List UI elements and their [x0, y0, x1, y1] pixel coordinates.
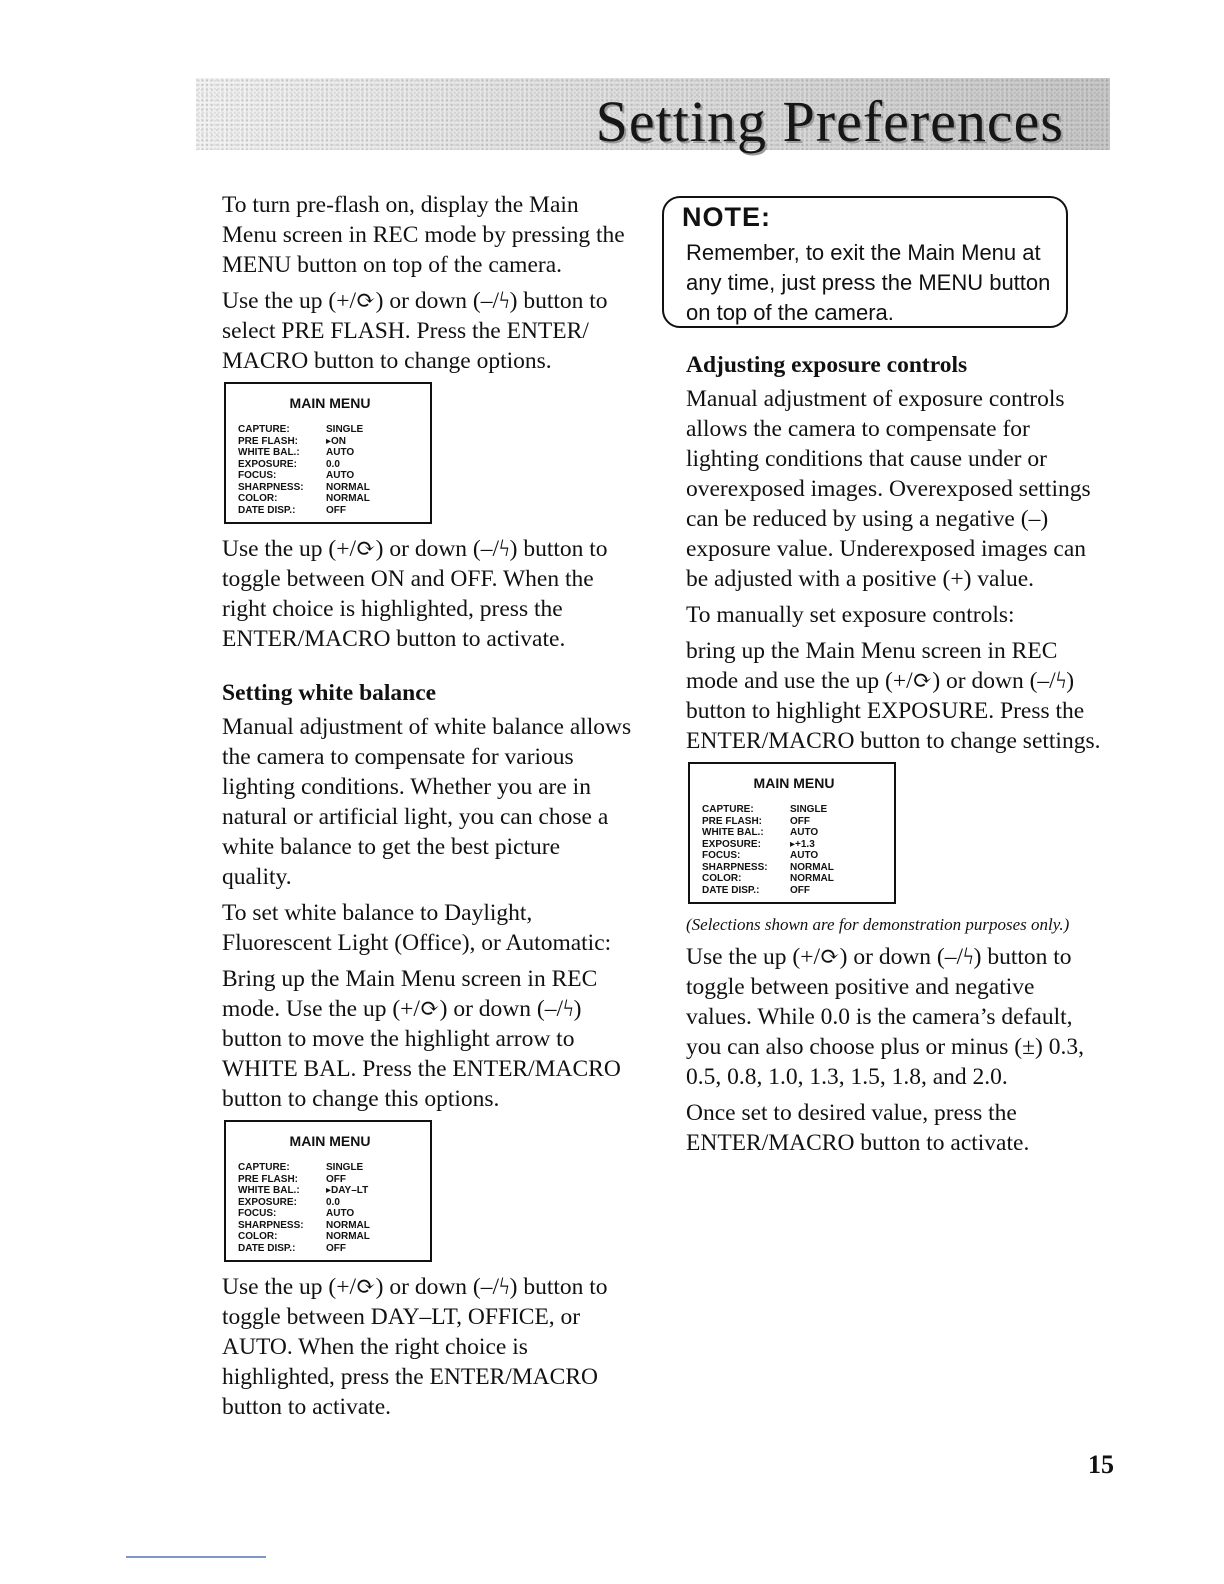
page-number: 15: [1088, 1450, 1114, 1479]
paragraph: Manual adjustment of exposure controls allows the camera to compensate for lighting conditions that cause under or overexposed images. Overexposed settings can be reduced by using a negative (–) exposure value. Underexposed images can be adjusted with a positive (+) value.: [686, 386, 1091, 592]
menu-row: [238, 493, 422, 505]
menu-row: [238, 1208, 422, 1220]
menu-row: [238, 1197, 422, 1209]
menu-row: [238, 482, 422, 494]
menu-key: WHITE BAL.:: [238, 447, 300, 458]
paragraph: Bring up the Main Menu screen in REC mode. Use the up (+/⟳) or down (–/ϟ) button to move the highlight arrow to WHITE BAL. Press the ENTER/MACRO button to change this options.: [222, 966, 621, 1112]
menu-key: FOCUS:: [702, 850, 741, 861]
menu-key: CAPTURE:: [702, 804, 754, 815]
section-heading-exposure: Adjusting exposure controls: [686, 352, 968, 378]
menu-key: CAPTURE:: [238, 1162, 290, 1173]
menu-row: [702, 839, 886, 851]
menu-row: [238, 1220, 422, 1232]
menu-value: NORMAL: [790, 861, 834, 873]
menu-title: MAIN MENU: [753, 775, 835, 791]
menu-value: OFF: [326, 1173, 346, 1185]
menu-value: NORMAL: [326, 493, 370, 504]
menu-value: SINGLE: [326, 1162, 364, 1173]
footer-rule: [126, 1556, 266, 1558]
menu-key: WHITE BAL.:: [238, 1185, 300, 1196]
menu-key: EXPOSURE:: [238, 1196, 297, 1208]
menu-value: OFF: [790, 815, 810, 827]
menu-value: ▸DAY–LT: [326, 1185, 369, 1196]
paragraph: To turn pre-flash on, display the Main Menu screen in REC mode by pressing the MENU button on top of the camera.: [222, 192, 625, 278]
menu-value: OFF: [790, 884, 810, 896]
menu-row: [702, 850, 886, 862]
menu-row: [238, 459, 422, 471]
paragraph: Use the up (+/⟳) or down (–/ϟ) button to toggle between DAY–LT, OFFICE, or AUTO. When the right choice is highlighted, press the ENTER/MACRO button to activate.: [222, 1274, 608, 1420]
note-box: [662, 196, 1068, 328]
menu-title: MAIN MENU: [289, 1133, 371, 1149]
main-menu-box-exposure: [688, 762, 896, 904]
paragraph: Use the up (+/⟳) or down (–/ϟ) button to toggle between ON and OFF. When the right choice is highlighted, press the ENTER/MACRO button to activate.: [222, 536, 608, 652]
menu-key: CAPTURE:: [238, 424, 290, 435]
menu-key: DATE DISP.:: [238, 504, 296, 516]
menu-value: AUTO: [326, 1208, 355, 1219]
menu-row: [238, 436, 422, 448]
paragraph: Once set to desired value, press the ENTER/MACRO button to activate.: [686, 1100, 1030, 1156]
menu-value: NORMAL: [790, 873, 834, 884]
paragraph: bring up the Main Menu screen in REC mode and use the up (+/⟳) or down (–/ϟ) button to highlight EXPOSURE. Press the ENTER/MACRO button to change settings.: [686, 638, 1101, 754]
menu-value: AUTO: [326, 447, 355, 458]
menu-value: NORMAL: [326, 1219, 370, 1231]
paragraph: Use the up (+/⟳) or down (–/ϟ) button to select PRE FLASH. Press the ENTER/ MACRO button to change options.: [222, 288, 608, 374]
menu-row: [238, 447, 422, 459]
menu-key: WHITE BAL.:: [702, 827, 764, 838]
paragraph: To manually set exposure controls:: [686, 602, 1015, 628]
menu-row: [238, 1243, 422, 1255]
menu-key: SHARPNESS:: [238, 1219, 304, 1231]
menu-value: AUTO: [326, 470, 355, 481]
main-menu-box-white-balance: [224, 1120, 432, 1262]
menu-value: 0.0: [326, 1196, 340, 1208]
menu-row: [238, 1162, 422, 1174]
menu-key: EXPOSURE:: [702, 838, 761, 850]
menu-row: [702, 862, 886, 874]
menu-key: COLOR:: [238, 493, 278, 504]
menu-key: EXPOSURE:: [238, 458, 297, 470]
menu-value: SINGLE: [326, 424, 364, 435]
menu-key: SHARPNESS:: [238, 481, 304, 493]
right-column: [686, 350, 1106, 1164]
menu-value: AUTO: [790, 827, 819, 838]
menu-key: FOCUS:: [238, 470, 277, 481]
menu-row: [702, 827, 886, 839]
header-band: [196, 78, 1110, 154]
menu-row: [702, 804, 886, 816]
menu-value: ▸ON: [326, 435, 347, 447]
menu-key: COLOR:: [238, 1231, 278, 1242]
menu-caption: (Selections shown are for demonstration purposes only.): [686, 915, 1070, 934]
menu-key: DATE DISP.:: [702, 884, 760, 896]
menu-key: SHARPNESS:: [702, 861, 768, 873]
menu-title: MAIN MENU: [289, 395, 371, 411]
menu-key: COLOR:: [702, 873, 742, 884]
menu-row: [238, 1174, 422, 1186]
menu-row: [702, 816, 886, 828]
page-title: Setting Preferences: [595, 89, 1064, 154]
menu-key: FOCUS:: [238, 1208, 277, 1219]
menu-row: [238, 505, 422, 517]
note-title: NOTE:: [682, 202, 771, 232]
menu-row: [238, 1185, 422, 1197]
main-menu-box-preflash: [224, 382, 432, 524]
menu-value: OFF: [326, 1242, 346, 1254]
menu-value: SINGLE: [790, 804, 828, 815]
menu-key: PRE FLASH:: [238, 435, 298, 447]
menu-value: NORMAL: [326, 1231, 370, 1242]
menu-key: PRE FLASH:: [238, 1173, 298, 1185]
left-column: [222, 190, 632, 1428]
note-text: Remember, to exit the Main Menu at any time, just press the MENU button on top of the camera.: [686, 240, 1051, 325]
menu-row: [238, 470, 422, 482]
menu-row: [238, 1231, 422, 1243]
paragraph: Manual adjustment of white balance allows the camera to compensate for various lighting conditions. Whether you are in natural or artificial light, you can chose a white balance to get the best picture quality.: [222, 714, 632, 890]
menu-key: DATE DISP.:: [238, 1242, 296, 1254]
menu-key: PRE FLASH:: [702, 815, 762, 827]
menu-value: ▸+1.3: [790, 838, 815, 850]
menu-value: AUTO: [790, 850, 819, 861]
menu-row: [702, 873, 886, 885]
menu-value: OFF: [326, 504, 346, 516]
menu-row: [238, 424, 422, 436]
paragraph: To set white balance to Daylight, Fluorescent Light (Office), or Automatic:: [222, 900, 612, 956]
menu-value: 0.0: [326, 458, 340, 470]
menu-value: NORMAL: [326, 481, 370, 493]
section-heading-white-balance: Setting white balance: [222, 680, 437, 706]
menu-row: [702, 885, 886, 897]
paragraph: Use the up (+/⟳) or down (–/ϟ) button to toggle between positive and negative values. While 0.0 is the camera’s default, you can also choose plus or minus (±) 0.3, 0.5, 0.8, 1.0, 1.3, 1.5, 1.8, and 2.0.: [686, 944, 1084, 1090]
